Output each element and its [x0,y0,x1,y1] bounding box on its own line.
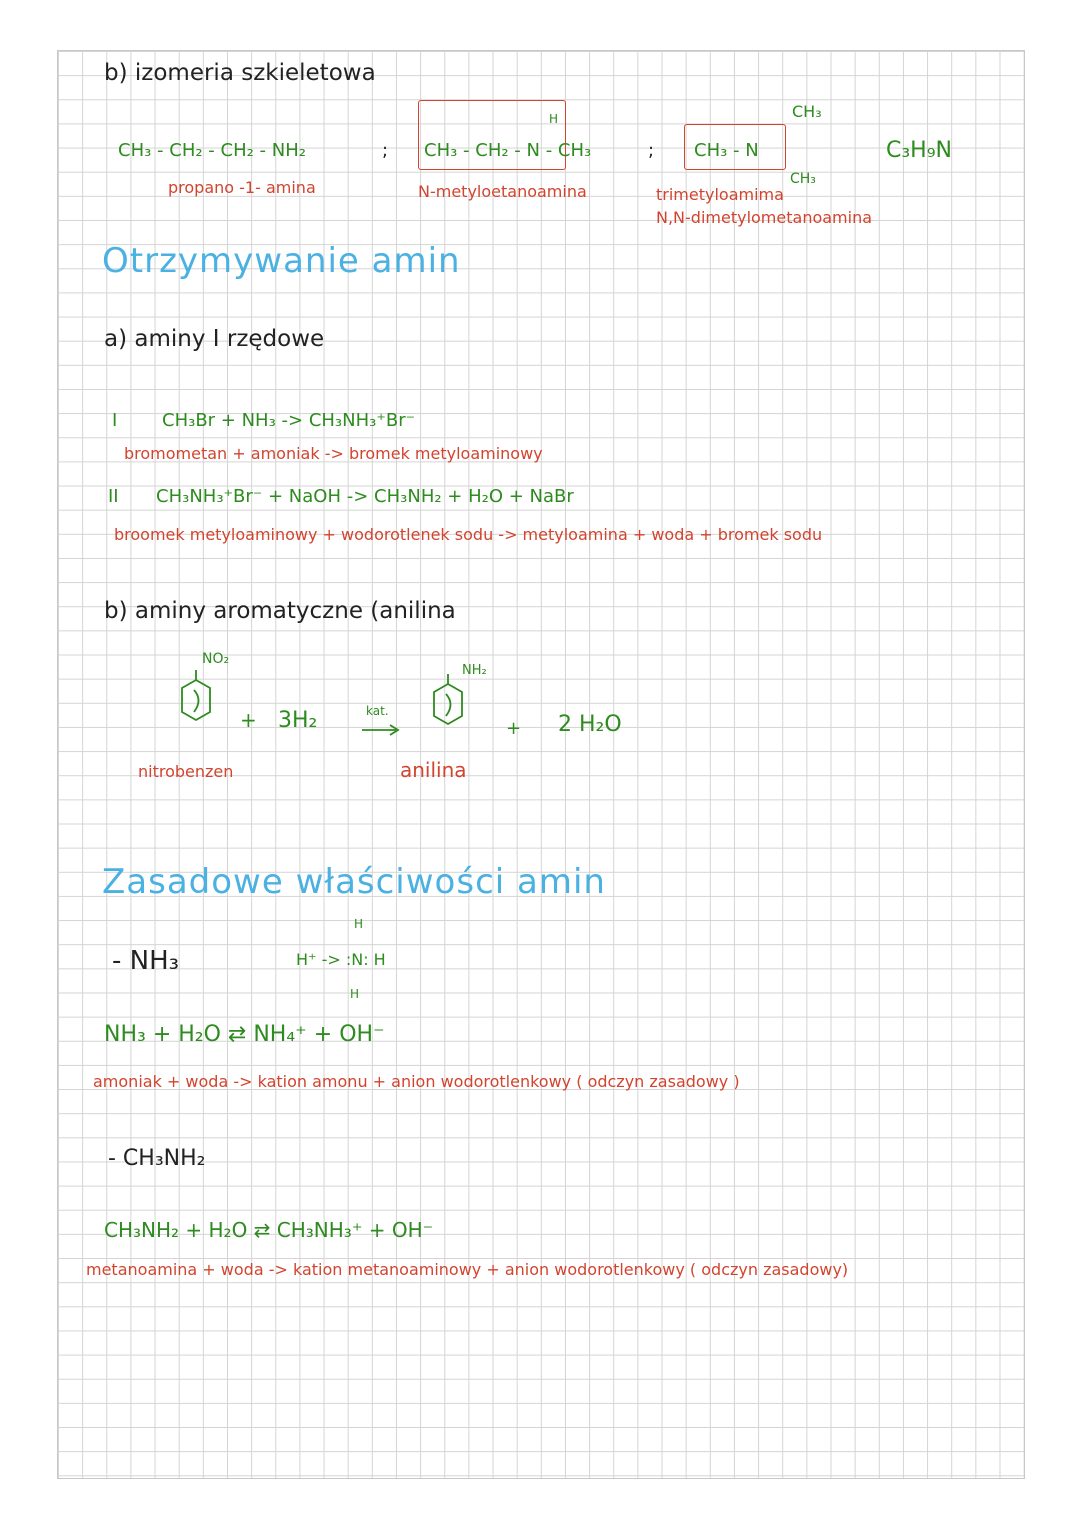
formula-metyloetanoamina: CH₃ - CH₂ - N - CH₃ [424,140,592,161]
step-1-equation: CH₃Br + NH₃ -> CH₃NH₃⁺Br⁻ [162,410,416,431]
step-1-label: I [112,410,118,431]
amine-group-label: NH₂ [462,663,487,678]
ammonia-item: - NH₃ [112,946,180,976]
ammonia-equation: NH₃ + H₂O ⇄ NH₄⁺ + OH⁻ [104,1022,385,1047]
nitrobenzene-inner-icon [194,690,199,712]
aromatic-amines-heading: b) aminy aromatyczne (anilina [104,598,456,624]
name-trimetyloamina: trimetyloamima [656,185,784,204]
step-1-words: bromometan + amoniak -> bromek metyloaminowy [124,444,543,463]
methylamine-item: - CH₃NH₂ [108,1146,206,1171]
nitrobenzene-ring-icon [182,680,210,720]
water-product: 2 H₂O [558,712,622,737]
primary-amines-heading: a) aminy I rzędowe [104,326,325,352]
separator-2: ; [648,140,655,161]
lewis-bottom-h: H [350,987,360,1001]
name-metyloetanoamina: N-metyloetanoamina [418,182,587,201]
formula-propanoamina: CH₃ - CH₂ - CH₂ - NH₂ [118,140,306,161]
nitro-group-label: NO₂ [202,651,230,667]
lewis-top-h: H [354,917,364,931]
hydrogen-reagent: 3H₂ [278,708,318,733]
step-2-words: broomek metyloaminowy + wodorotlenek sodu -> metyloamina + woda + bromek sodu [114,525,823,544]
plus-2: + [506,718,522,739]
methylamine-equation: CH₃NH₂ + H₂O ⇄ CH₃NH₃⁺ + OH⁻ [104,1218,434,1242]
step-2-label: II [108,486,119,507]
molecular-formula: C₃H₉N [886,138,952,163]
methylamine-words: metanoamina + woda -> kation metanoaminowy + anion wodorotlenkowy ( odczyn zasadowy) [86,1260,849,1279]
name-dimetylometanoamina: N,N-dimetylometanoamina [656,208,873,227]
formula-2-h: H [549,112,559,126]
aniline-inner-icon [446,694,451,716]
formula-3-top: CH₃ [792,102,822,121]
lewis-structure: H⁺ -> :N: H [296,950,386,969]
izomeria-heading: b) izomeria szkieletowa [104,60,376,86]
nitrobenzene-label: nitrobenzen [138,762,234,781]
separator-1: ; [382,140,389,161]
plus-1: + [240,708,257,732]
name-propanoamina: propano -1- amina [168,178,316,197]
catalyst-label: kat. [366,704,389,718]
zasadowe-title: Zasadowe właściwości amin [102,862,606,902]
step-2-equation: CH₃NH₃⁺Br⁻ + NaOH -> CH₃NH₂ + H₂O + NaBr [156,486,574,507]
formula-3-bottom: CH₃ [790,171,816,187]
ammonia-words: amoniak + woda -> kation amonu + anion wodorotlenkowy ( odczyn zasadowy ) [93,1072,740,1091]
otrzymywanie-title: Otrzymywanie amin [102,241,461,281]
aniline-ring-icon [434,684,462,724]
formula-trimetyloamina: CH₃ - N [694,140,759,161]
aniline-label: anilina [400,758,467,782]
